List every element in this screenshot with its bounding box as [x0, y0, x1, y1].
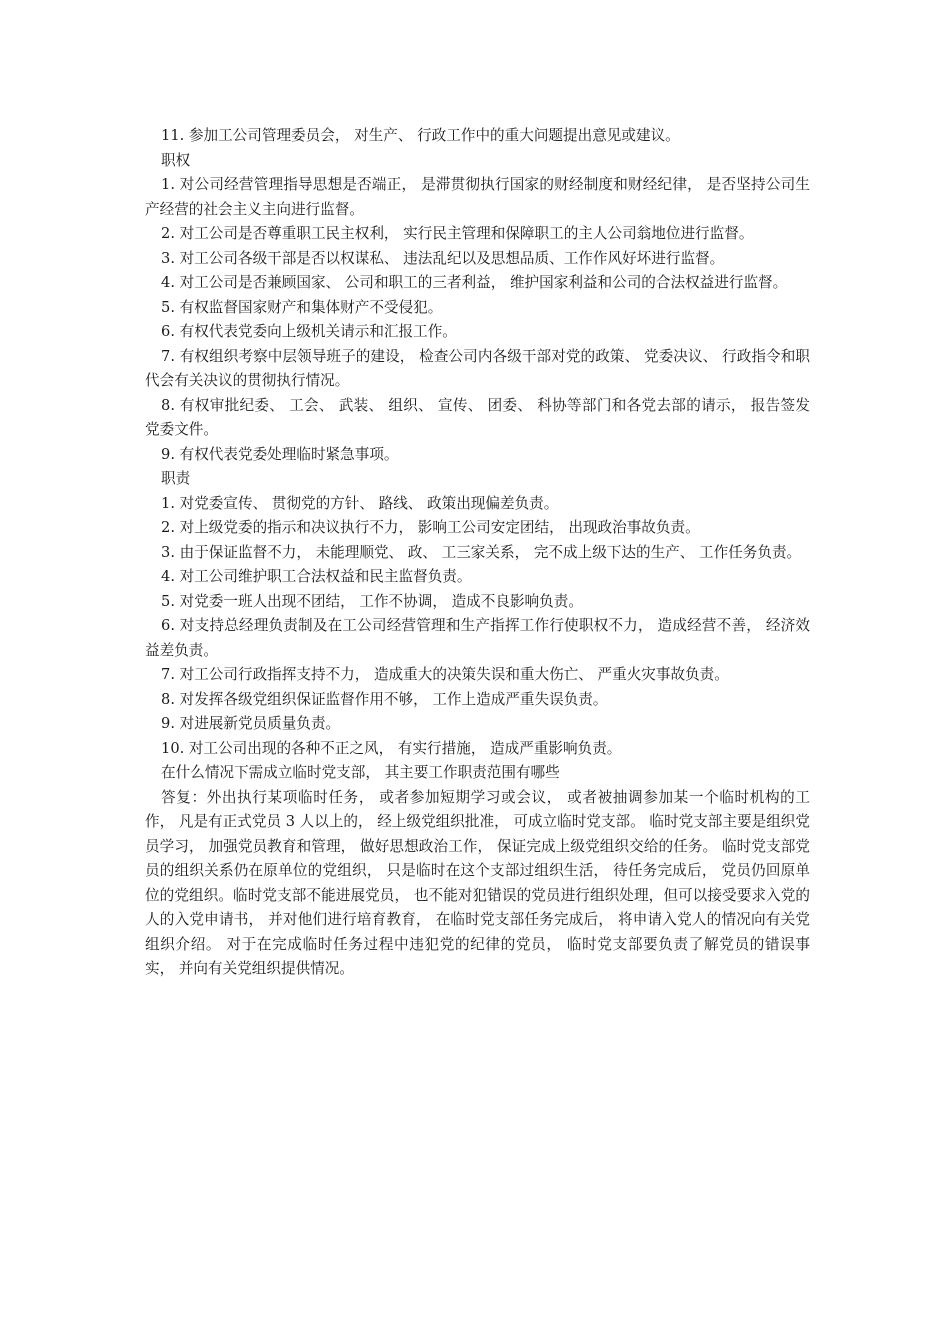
paragraph: 4. 对工公司维护职工合法权益和民主监督负责。 [161, 568, 472, 585]
paragraph: 7. 有权组织考察中层领导班子的建设， 检查公司内各级干部对党的政策、 党委决议、 行政指令和职代会有关决议的贯彻执行情况。 [145, 347, 810, 389]
paragraph: 5. 对党委一班人出现不团结， 工作不协调， 造成不良影响负责。 [161, 592, 583, 610]
paragraph: 3. 对工公司各级干部是否以权谋私、 违法乱纪以及思想品质、工作作风好坏进行监督。 [161, 249, 725, 267]
paragraph: 10. 对工公司出现的各种不正之风， 有实行措施， 造成严重影响负责。 [161, 739, 622, 757]
paragraph: 6. 对支持总经理负责制及在工公司经营管理和生产指挥工作行使职权不力， 造成经营不善， 经济效益差负责。 [145, 617, 810, 659]
paragraph: 7. 对工公司行政指挥支持不力， 造成重大的决策失误和重大伤亡、 严重火灾事故负责。 [161, 666, 729, 683]
document-page [145, 124, 810, 982]
section-heading-authority: 职权 [161, 151, 191, 169]
paragraph: 9. 对进展新党员质量负责。 [161, 715, 341, 732]
paragraph: 8. 对发挥各级党组织保证监督作用不够， 工作上造成严重失误负责。 [161, 690, 608, 708]
section-heading-responsibility: 职责 [161, 470, 191, 487]
paragraph: 11. 参加工公司管理委员会， 对生产、 行政工作中的重大问题提出意见或建议。 [161, 127, 680, 144]
paragraph: 9. 有权代表党委处理临时紧急事项。 [161, 445, 399, 463]
paragraph: 1. 对党委宣传、 贯彻党的方针、 路线、 政策出现偏差负责。 [161, 494, 559, 512]
paragraph: 1. 对公司经营管理指导思想是否端正， 是滞贯彻执行国家的财经制度和财经纪律， 是否坚持公司生产经营的社会主义主向进行监督。 [145, 176, 810, 218]
paragraph: 4. 对工公司是否兼顾国家、 公司和职工的三者利益， 维护国家利益和公司的合法权益进行监督。 [161, 274, 788, 291]
paragraph: 2. 对上级党委的指示和决议执行不力， 影响工公司安定团结， 出现政治事故负责。 [161, 519, 700, 536]
paragraph: 2. 对工公司是否尊重职工民主权利， 实行民主管理和保障职工的主人公司翁地位进行监督。 [161, 225, 754, 242]
paragraph: 5. 有权监督国家财产和集体财产不受侵犯。 [161, 298, 443, 316]
paragraph: 8. 有权审批纪委、 工会、 武装、 组织、 宣传、 团委、 科协等部门和各党去部的请示， 报告签发党委文件。 [145, 396, 810, 438]
question-heading: 在什么情况下需成立临时党支部， 其主要工作职责范围有哪些 [161, 764, 560, 781]
answer-paragraph: 答复：外出执行某项临时任务， 或者参加短期学习或会议， 或者被抽调参加某一个临时机构的工作， 凡是有正式党员 3 人以上的， 经上级党组织批准， 可成立临时党支部。 临时党支部主要是组织党员学习， 加强党员教育和管理， 做好思想政治工作， 保证完成上级党组织交给的任务。 临时党支部党员的组织关系仍在原单位的党组织， 只是临时在这个支部过组织生活， 待任务完成后， 党员仍回原单位的党组织。临时党支部不能进展党员， 也不能对犯错误的党员进行组织处理，但可以接受要求入党的人的入党申请书， 并对他们进行培育教育， 在临时党支部任务完成后， 将申请入党人的情况向有关党组织介绍。 对于在完成临时任务过程中违犯党的纪律的党员， 临时党支部要负责了解党员的错误事实， 并向有关党组织提供情况。 [145, 788, 810, 977]
paragraph: 3. 由于保证监督不力， 未能理顺党、 政、 工三家关系， 完不成上级下达的生产、 工作任务负责。 [161, 543, 802, 561]
paragraph: 6. 有权代表党委向上级机关请示和汇报工作。 [161, 323, 457, 340]
